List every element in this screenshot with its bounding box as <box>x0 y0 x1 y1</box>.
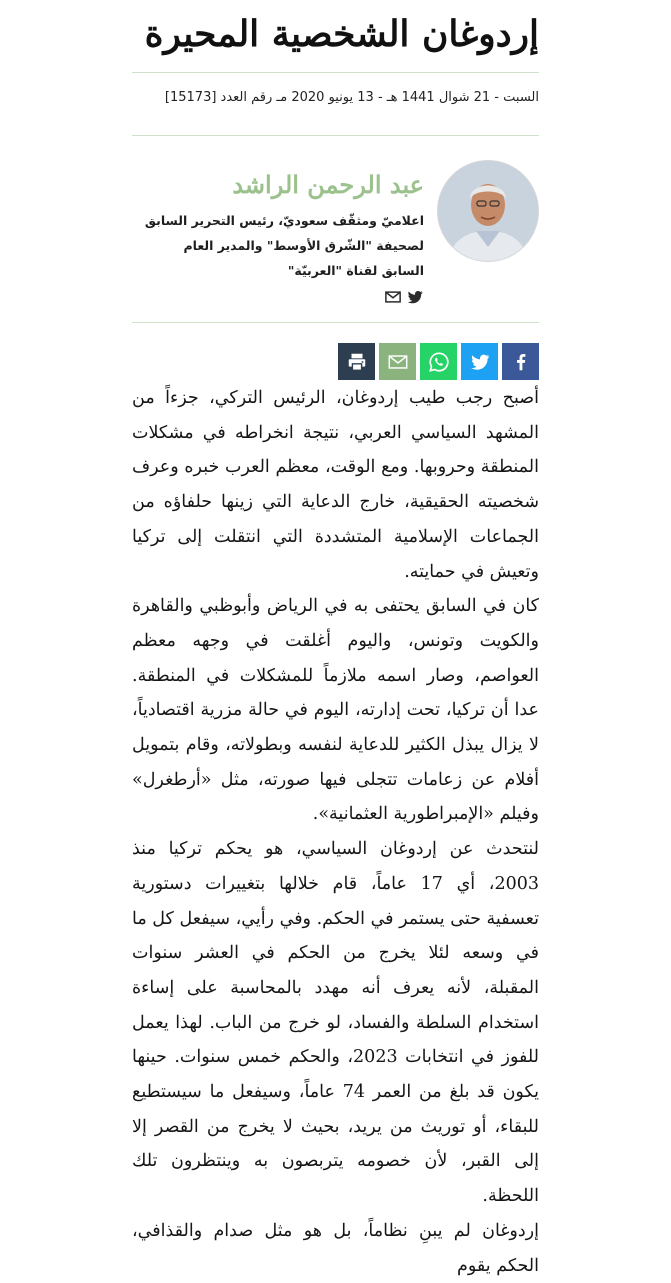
dateline-divider <box>132 135 539 136</box>
author-bio: اعلاميّ ومثقّف سعوديّ، رئيس التحرير السابق لصحيفة "الشّرق الأوسط" والمدير العام السابق لقناة "العربيّة" <box>144 213 424 278</box>
twitter-share-button[interactable] <box>461 343 498 380</box>
article-paragraph: إردوغان لم يبنِ نظاماً، بل هو مثل صدام والقذافي، الحكم يقوم <box>132 1220 539 1276</box>
article-title: إردوغان الشخصية المحيرة <box>144 13 539 55</box>
article-paragraph: أصبح رجب طيب إردوغان، الرئيس التركي، جزءاً من المشهد السياسي العربي، نتيجة انخراطه في مشكلات المنطقة وحروبها. ومع الوقت، معظم العرب خبره وعرف شخصيته الحقيقية، خارج الدعاية التي زينها حلفاؤه من الجماعات الإسلامية المتشددة التي انتقلت إلى تركيا وتعيش في حمايته. <box>132 388 539 582</box>
article-body <box>132 381 539 1283</box>
author-name[interactable]: عبد الرحمن الراشد <box>232 170 424 199</box>
twitter-icon <box>469 351 491 373</box>
whatsapp-share-button[interactable] <box>420 343 457 380</box>
title-divider <box>132 72 539 73</box>
twitter-icon[interactable] <box>406 288 424 306</box>
article-dateline: السبت - 21 شوال 1441 هـ - 13 يونيو 2020 مـ رقم العدد [15173] <box>164 90 539 105</box>
print-button[interactable] <box>338 343 375 380</box>
author-social-links <box>384 288 424 306</box>
author-avatar[interactable] <box>437 160 539 262</box>
email-icon <box>387 351 409 373</box>
whatsapp-icon <box>428 351 450 373</box>
author-divider <box>132 322 539 323</box>
facebook-share-button[interactable] <box>502 343 539 380</box>
article-paragraph: كان في السابق يحتفى به في الرياض وأبوظبي والقاهرة والكويت وتونس، واليوم أغلقت في وجهه معظم العواصم، وصار اسمه ملازماً للمشكلات في المنطقة. عدا أن تركيا، تحت إدارته، اليوم في حالة مزرية اقتصادياً، لا يزال يبذل الكثير للدعاية لنفسه وبطولاته، وقام بتمويل أفلام عن زعامات تتجلى فيها صورته، مثل «أرطغرل» وفيلم «الإمبراطورية العثمانية». <box>132 596 539 825</box>
article-paragraph: لنتحدث عن إردوغان السياسي، هو يحكم تركيا منذ 2003، أي 17 عاماً، قام خلالها بتغييرات دستورية تعسفية حتى يستمر في الحكم. وفي رأيي، سيفعل كل ما في وسعه لئلا يخرج من الحكم في العشر سنوات المقبلة، لأنه يعرف أنه مهدد بالمحاسبة على إساءة استخدام السلطة والفساد، لو خرج من الباب. لهذا يعمل للفوز في انتخابات 2023، والحكم خمس سنوات. حينها يكون قد بلغ من العمر 74 عاماً، وسيفعل ما سيستطيع للبقاء، أو توريث من يريد، بحيث لا يخرج من القصر إلا إلى القبر، لأن خصومه يتربصون به وينتظرون تلك اللحظة. <box>132 839 540 1207</box>
email-share-button[interactable] <box>379 343 416 380</box>
print-icon <box>346 351 368 373</box>
share-toolbar <box>338 343 539 380</box>
email-icon[interactable] <box>384 288 402 306</box>
facebook-icon <box>510 351 532 373</box>
